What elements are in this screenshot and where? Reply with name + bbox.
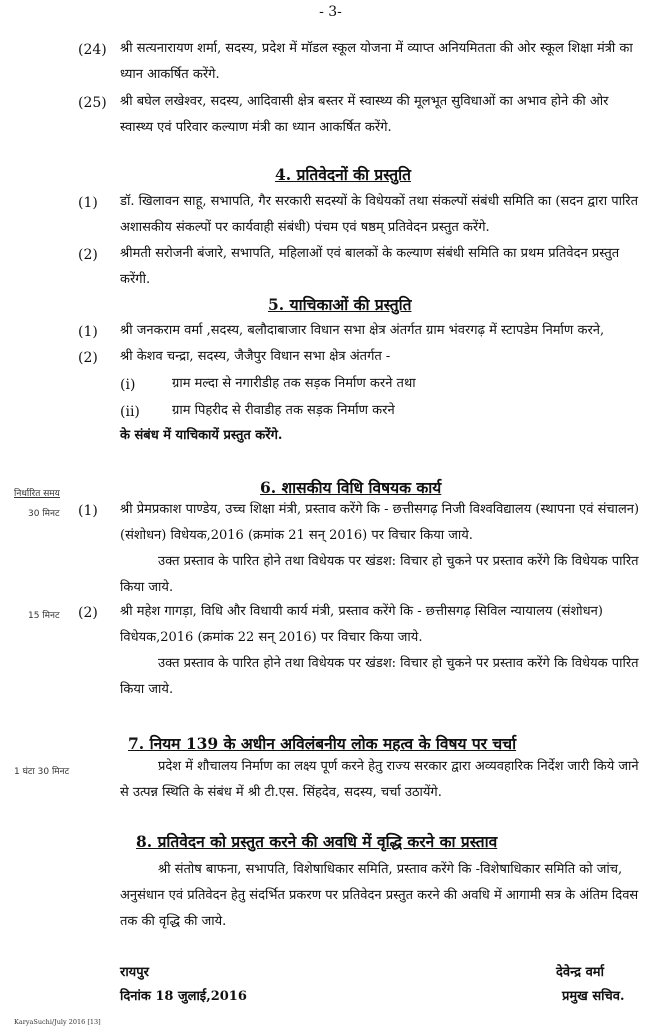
- item-number: (1): [78, 195, 98, 211]
- section-heading: 8. प्रतिवेदन को प्रस्तुत करने की अवधि में वृद्धि करने का प्रस्ताव: [136, 832, 498, 851]
- section-heading: 7. नियम 139 के अधीन अविलंबनीय लोक महत्व के विषय पर चर्चा: [128, 734, 517, 753]
- discussion-text: प्रदेश में शौचालय निर्माण का लक्ष्य पूर्ण करने हेतु राज्य सरकार द्वारा अव्यवहारिक निर्देश जारी किये जाने से उत्पन्न स्थिति के संबंध में श्री टी.एस. सिंहदेव, सदस्य, चर्चा उठायेंगे.: [120, 759, 639, 800]
- section-heading: 4. प्रतिवेदनों की प्रस्तुति: [275, 165, 411, 184]
- signoff-title: प्रमुख सचिव.: [562, 989, 625, 1004]
- section-heading: 5. याचिकाओं की प्रस्तुति: [268, 295, 412, 314]
- list-item: श्री प्रेमप्रकाश पाण्डेय, उच्च शिक्षा मंत्री, प्रस्ताव करेंगे कि - छत्तीसगढ़ निजी विश्वविद्यालय (स्थापना एवं संचालन) (संशोधन) विधेयक,2016 (क्रमांक 21 सन् 2016) पर विचार किया जाये.: [120, 502, 640, 543]
- signoff-name: देवेन्द्र वर्मा: [556, 965, 604, 980]
- list-item: श्री बघेल लखेश्वर, सदस्य, आदिवासी क्षेत्र बस्तर में स्वास्थ्य की मूलभूत सुविधाओं का अभाव होने की ओर स्वास्थ्य एवं परिवार कल्याण मंत्री का ध्यान आकर्षित करेंगे.: [120, 94, 609, 135]
- signoff-date: दिनांक 18 जुलाई,2016: [120, 989, 247, 1004]
- time-allotted: 30 मिनट: [28, 509, 60, 519]
- list-item-followup: उक्त प्रस्ताव के पारित होने तथा विधेयक पर खंडश: विचार हो चुकने पर प्रस्ताव करेंगे कि विधेयक पारित किया जाये.: [120, 656, 639, 697]
- list-item: श्री महेश गागड़ा, विधि और विधायी कार्य मंत्री, प्रस्ताव करेंगे कि - छत्तीसगढ़ सिविल न्यायालय (संशोधन) विधेयक,2016 (क्रमांक 22 सन् 2016) पर विचार किया जाये.: [120, 604, 603, 645]
- time-allotted: 15 मिनट: [28, 611, 60, 621]
- list-item: श्री सत्यनारायण शर्मा, सदस्य, प्रदेश में मॉडल स्कूल योजना में व्याप्त अनियमितता की ओर स्कूल शिक्षा मंत्री का ध्यान आकर्षित करेंगे.: [120, 41, 633, 82]
- list-item: श्री जनकराम वर्मा ,सदस्य, बलौदाबाजार विधान सभा क्षेत्र अंतर्गत ग्राम भंवरगढ़ में स्टापडेम निर्माण करने,: [120, 323, 605, 338]
- item-number: (25): [78, 95, 107, 111]
- subitem: ग्राम पिहरीद से रीवाडीह तक सड़क निर्माण करने: [172, 403, 395, 418]
- subitem: ग्राम मल्दा से नगारीडीह तक सड़क निर्माण करने तथा: [172, 376, 416, 391]
- side-heading: निर्धारित समय: [14, 489, 60, 499]
- item-number: (1): [78, 503, 98, 519]
- closing-line: के संबंध में याचिकायें प्रस्तुत करेंगे.: [120, 428, 283, 443]
- item-number: (2): [78, 350, 98, 366]
- item-number: (2): [78, 247, 98, 263]
- item-number: (24): [78, 42, 107, 58]
- list-item: श्री केशव चन्द्रा, सदस्य, जैजैपुर विधान सभा क्षेत्र अंतर्गत -: [120, 349, 391, 364]
- list-item: डॉ. खिलावन साहू, सभापति, गैर सरकारी सदस्यों के विधेयकों तथा संकल्पों संबंधी समिति का (सदन द्वारा पारित अशासकीय संकल्पों पर कार्यवाही संबंधी) पंचम एवं षष्ठम् प्रतिवेदन प्रस्तुत करेंगे.: [120, 194, 639, 235]
- list-item: श्रीमती सरोजनी बंजारे, सभापति, महिलाओं एवं बालकों के कल्याण संबंधी समिति का प्रथम प्रतिवेदन प्रस्तुत करेंगी.: [120, 246, 620, 287]
- subitem-number: (i): [120, 377, 136, 393]
- page-number: - 3-: [319, 4, 342, 20]
- signoff-place: रायपुर: [120, 965, 149, 980]
- footer-reference: KaryaSuchi/July 2016 [13]: [14, 1018, 101, 1026]
- list-item-followup: उक्त प्रस्ताव के पारित होने तथा विधेयक पर खंडश: विचार हो चुकने पर प्रस्ताव करेंगे कि विधेयक पारित किया जाये.: [120, 554, 639, 595]
- proposal-text: श्री संतोष बाफना, सभापति, विशेषाधिकार समिति, प्रस्ताव करेंगे कि -विशेषाधिकार समिति को जांच, अनुसंधान एवं प्रतिवेदन हेतु संदर्भित प्रकरण पर प्रतिवेदन प्रस्तुत करने की अवधि में आगामी सत्र के अंतिम दिवस तक की वृद्धि की जाये.: [120, 862, 639, 929]
- time-allotted: 1 घंटा 30 मिनट: [14, 767, 70, 777]
- subitem-number: (ii): [120, 404, 140, 420]
- section-heading: 6. शासकीय विधि विषयक कार्य: [260, 478, 442, 497]
- item-number: (2): [78, 605, 98, 621]
- item-number: (1): [78, 324, 98, 340]
